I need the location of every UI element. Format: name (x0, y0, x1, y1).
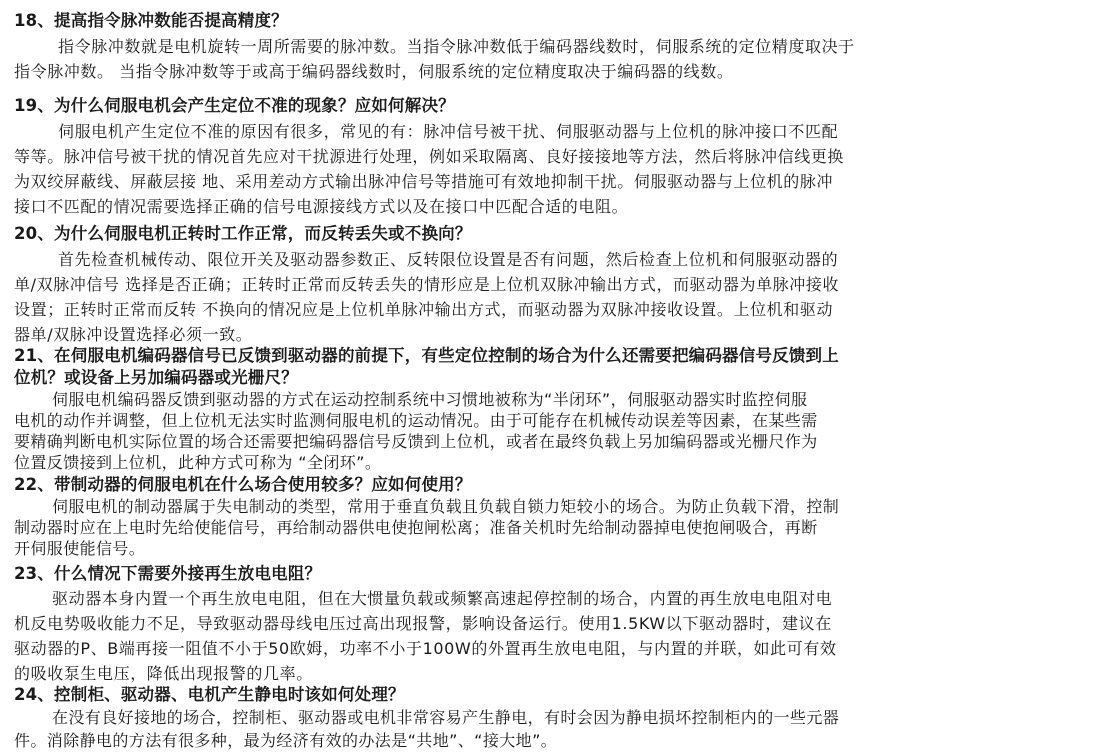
body-line: 在没有良好接地的场合，控制柜、驱动器或电机非常容易产生静电，有时会因为静电损坏控制柜内的一些元器 (52, 708, 840, 727)
body-line: 要精确判断电机实际位置的场合还需要把编码器信号反馈到上位机，或者在最终负载上另加编码器或光栅尺作为 (14, 432, 818, 451)
body-line: 指令脉冲数就是电机旋转一周所需要的脉冲数。当指令脉冲数低于编码器线数时，伺服系统的定位精度取决于 (58, 37, 855, 56)
body-line: 等等。脉冲信号被干扰的情况首先应对干扰源进行处理，例如采取隔离、良好接接地等方法，然后将脉冲信线更换 (14, 147, 845, 166)
section-body (14, 119, 1040, 219)
section-title: 20、为什么伺服电机正转时工作正常，而反转丢失或不换向？ (14, 224, 472, 243)
body-line: 器单/双脉冲设置选择必须一致。 (14, 325, 253, 344)
section-title: 18、提高指令脉冲数能否提高精度？ (14, 11, 288, 30)
body-line: 指令脉冲数。 当指令脉冲数等于或高于编码器线数时，伺服系统的定位精度取决于编码器的线数。 (14, 62, 734, 81)
section-title (14, 345, 1040, 389)
faq-section-23 (14, 562, 1040, 686)
body-line: 电机的动作并调整，但上位机无法实时监测伺服电机的运动情况。由于可能存在机械传动误差等因素，在某些需 (14, 411, 818, 430)
body-line: 驱动器的P、B端再接一阻值不小于50欧姆，功率不小于100W的外置再生放电电阻，与内置的并联，如此可有效 (14, 639, 837, 658)
section-body (14, 496, 1040, 559)
body-line: 位置反馈接到上位机，此种方式可称为 “全闭环”。 (14, 453, 382, 472)
body-line: 为双绞屏蔽线、屏蔽层接 地、采用差动方式输出脉冲信号等措施可有效地抑制干扰。伺服驱动器与上位机的脉冲 (14, 172, 834, 191)
faq-section-19 (14, 94, 1040, 219)
section-body (14, 247, 1040, 347)
section-body (14, 586, 1040, 686)
body-line: 件。消除静电的方法有很多种，最为经济有效的办法是“共地”、“接大地”。 (14, 731, 558, 750)
section-title: 24、控制柜、驱动器、电机产生静电时该如何处理？ (14, 685, 405, 704)
faq-section-22 (14, 474, 1040, 559)
body-line: 机反电势吸收能力不足，导致驱动器母线电压过高出现报警，影响设备运行。使用1.5KW以下驱动器时，建议在 (14, 614, 832, 633)
body-line: 首先检查机械传动、限位开关及驱动器参数正、反转限位设置是否有问题，然后检查上位机和伺服驱动器的 (58, 250, 839, 269)
body-line: 制动器时应在上电时先给使能信号，再给制动器供电使抱闸松离；准备关机时先给制动器掉电使抱闸吸合，再断 (14, 518, 818, 537)
body-line: 伺服电机编码器反馈到驱动器的方式在运动控制系统中习惯地被称为“半闭环”，伺服驱动器实时监控伺服 (52, 390, 808, 409)
body-line: 的吸收泵生电压，降低出现报警的几率。 (14, 664, 313, 683)
section-title: 19、为什么伺服电机会产生定位不准的现象？应如何解决？ (14, 96, 455, 115)
faq-section-20 (14, 222, 1040, 347)
section-body (14, 389, 1040, 473)
section-body (14, 706, 1040, 752)
faq-section-21 (14, 345, 1040, 473)
body-line: 设置；正转时正常而反转 不换向的情况应是上位机单脉冲输出方式，而驱动器为双脉冲接收设置。上位机和驱动 (14, 300, 834, 319)
body-line: 驱动器本身内置一个再生放电电阻，但在大惯量负载或频繁高速起停控制的场合，内置的再生放电电阻对电 (52, 589, 833, 608)
body-line: 伺服电机的制动器属于失电制动的类型，常用于垂直负载且负载自锁力矩较小的场合。为防止负载下滑，控制 (52, 497, 840, 516)
faq-section-18 (14, 9, 1040, 84)
section-title: 22、带制动器的伺服电机在什么场合使用较多？应如何使用？ (14, 475, 472, 494)
section-title: 23、什么情况下需要外接再生放电电阻？ (14, 564, 322, 583)
body-line: 单/双脉冲信号 选择是否正确；正转时正常而反转丢失的情形应是上位机双脉冲输出方式，而驱动器为单脉冲接收 (14, 275, 840, 294)
body-line: 接口不匹配的情况需要选择正确的信号电源接线方式以及在接口中匹配合适的电阻。 (14, 197, 629, 216)
title-line: 位机？或设备上另加编码器或光栅尺？ (14, 368, 298, 387)
title-line: 21、在伺服电机编码器信号已反馈到驱动器的前提下，有些定位控制的场合为什么还需要把编码器信号反馈到上 (14, 346, 839, 365)
faq-section-24 (14, 684, 1040, 752)
body-line: 开伺服使能信号。 (14, 539, 146, 558)
body-line: 伺服电机产生定位不准的原因有很多，常见的有：脉冲信号被干扰、伺服驱动器与上位机的脉冲接口不匹配 (58, 122, 839, 141)
section-body (14, 34, 1040, 84)
